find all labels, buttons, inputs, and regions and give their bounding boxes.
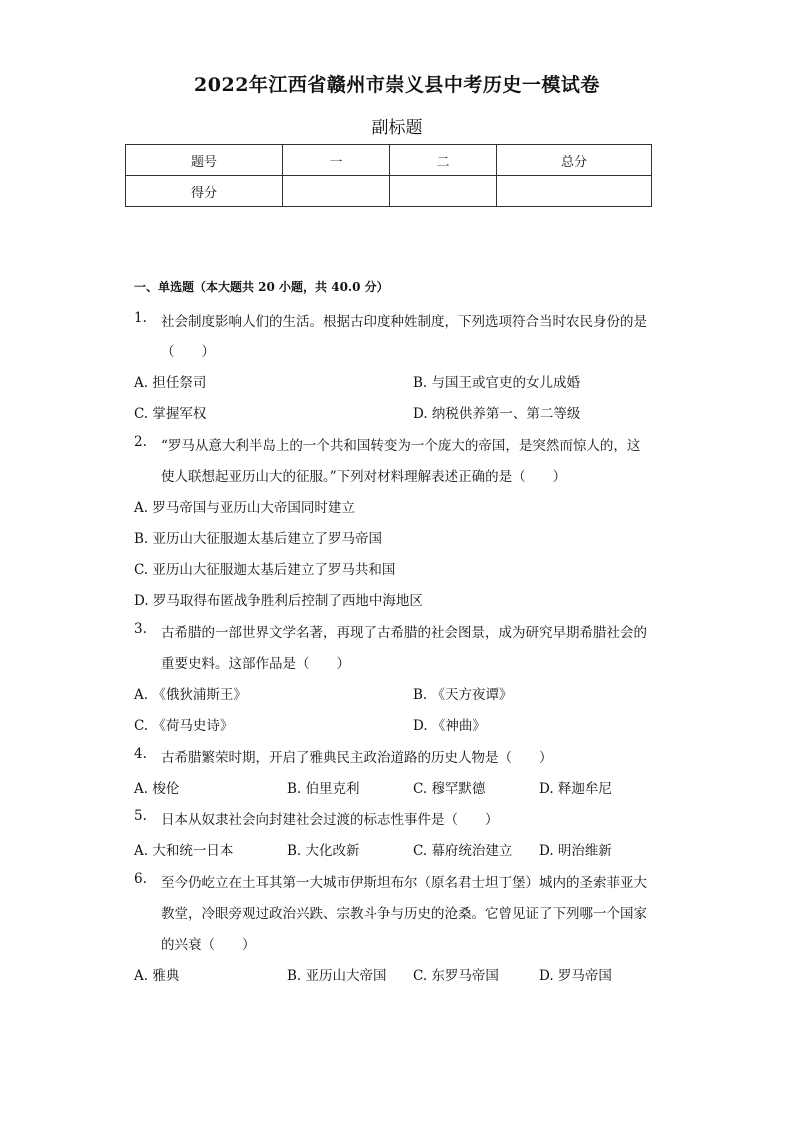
question-stem-line: 社会制度影响人们的生活。根据古印度种姓制度，下列选项符合当时农民身份的是 [161, 314, 647, 330]
exam-title: 2022年江西省赣州市崇义县中考历史一模试卷 [194, 74, 600, 96]
score-header-cell: 题号 [126, 145, 283, 176]
option-a: A. 《俄狄浦斯王》 [134, 687, 247, 703]
question-number: 6. [134, 871, 147, 887]
option-b: B. 亚历山大征服迦太基后建立了罗马帝国 [134, 531, 383, 547]
question-stem-line: 日本从奴隶社会向封建社会过渡的标志性事件是（ ） [161, 812, 499, 828]
question-stem-line: 使人联想起亚历山大的征服。”下列对材料理解表述正确的是（ ） [161, 469, 567, 485]
option-b: B. 《天方夜谭》 [413, 687, 513, 703]
option-d: D. 《神曲》 [413, 718, 486, 734]
option-d: D. 明治维新 [539, 843, 612, 859]
question-stem-line: “罗马从意大利半岛上的一个共和国转变为一个庞大的帝国，是突然而惊人的，这 [161, 438, 641, 454]
question-number: 4. [134, 746, 147, 762]
option-c: C. 东罗马帝国 [413, 968, 499, 984]
question-stem-line: 至今仍屹立在土耳其第一大城市伊斯坦布尔（原名君士坦丁堡）城内的圣索菲亚大 [161, 875, 647, 891]
score-table-header-row [126, 145, 652, 176]
exam-subtitle: 副标题 [371, 118, 423, 138]
option-b: B. 与国王或官吏的女儿成婚 [413, 375, 581, 391]
option-d: D. 罗马帝国 [539, 968, 612, 984]
score-cell [390, 176, 497, 207]
score-cell [283, 176, 390, 207]
option-c: C. 《荷马史诗》 [134, 718, 234, 734]
option-a: A. 担任祭司 [134, 375, 207, 391]
question-stem-line: 的兴衰（ ） [161, 937, 256, 953]
question-stem-line: 教堂，冷眼旁观过政治兴跌、宗教斗争与历史的沧桑。它曾见证了下列哪一个国家 [161, 906, 647, 922]
option-c: C. 穆罕默德 [413, 781, 486, 797]
question-number: 2. [134, 434, 147, 450]
question-number: 3. [134, 621, 147, 637]
option-c: C. 亚历山大征服迦太基后建立了罗马共和国 [134, 562, 396, 578]
question-number: 5. [134, 808, 147, 824]
score-table-row [126, 176, 652, 207]
option-a: A. 梭伦 [134, 781, 180, 797]
option-a: A. 罗马帝国与亚历山大帝国同时建立 [134, 500, 355, 516]
question-number: 1. [134, 310, 147, 326]
score-header-cell: 总分 [497, 145, 652, 176]
option-a: A. 雅典 [134, 968, 180, 984]
option-b: B. 大化改新 [287, 843, 360, 859]
option-b: B. 伯里克利 [287, 781, 360, 797]
question-stem-line: 古希腊繁荣时期，开启了雅典民主政治道路的历史人物是（ ） [161, 750, 553, 766]
score-cell: 得分 [126, 176, 283, 207]
option-b: B. 亚历山大帝国 [287, 968, 387, 984]
question-stem-line: （ ） [161, 344, 215, 360]
score-table [125, 144, 652, 207]
option-d: D. 纳税供养第一、第二等级 [413, 406, 581, 422]
question-stem-line: 重要史料。这部作品是（ ） [161, 656, 350, 672]
option-d: D. 罗马取得布匿战争胜利后控制了西地中海地区 [134, 593, 423, 609]
section-heading: 一、单选题（本大题共 20 小题，共 40.0 分） [134, 280, 389, 294]
option-c: C. 掌握军权 [134, 406, 207, 422]
option-c: C. 幕府统治建立 [413, 843, 513, 859]
option-d: D. 释迦牟尼 [539, 781, 612, 797]
score-cell [497, 176, 652, 207]
score-header-cell: 一 [283, 145, 390, 176]
option-a: A. 大和统一日本 [134, 843, 234, 859]
question-stem-line: 古希腊的一部世界文学名著，再现了古希腊的社会图景，成为研究早期希腊社会的 [161, 625, 647, 641]
score-header-cell: 二 [390, 145, 497, 176]
